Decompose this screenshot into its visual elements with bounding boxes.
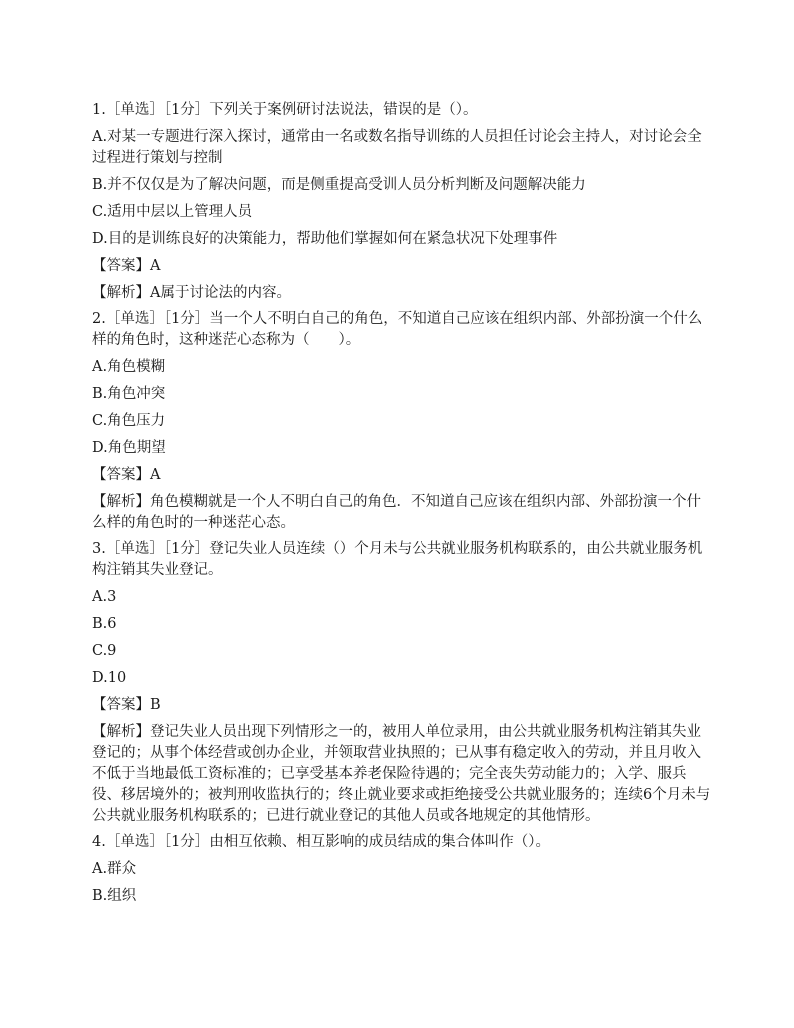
- analysis-text: 角色模糊就是一个人不明白自己的角色．不知道自己应该在组织内部、外部扮演一个什么样的角色时的一种迷茫心态。: [92, 494, 701, 531]
- question-1: [92, 100, 712, 304]
- answer-value: A: [150, 467, 161, 483]
- answer-line: [92, 256, 712, 277]
- option-a: A.3: [92, 589, 117, 605]
- option-d: D.10: [92, 670, 127, 686]
- option-b: B.角色冲突: [92, 386, 166, 402]
- option-a: A.角色模糊: [92, 359, 166, 375]
- analysis-text: A属于讨论法的内容。: [150, 285, 291, 301]
- analysis-label: 【解析】: [92, 494, 150, 510]
- option-c: C.角色压力: [92, 413, 166, 429]
- option-b: B.组织: [92, 888, 137, 904]
- analysis-label: 【解析】: [92, 285, 150, 301]
- question-stem: 2.［单选］［1分］当一个人不明白自己的角色，不知道自己应该在组织内部、外部扮演一个什么样的角色时，这种迷茫心态称为（ ）。: [92, 311, 703, 348]
- answer-line: [92, 695, 712, 716]
- option-a: A.群众: [92, 861, 137, 877]
- analysis-line: [92, 722, 712, 827]
- question-stem: 3.［单选］［1分］登记失业人员连续（）个月未与公共就业服务机构联系的，由公共就业服务机构注销其失业登记。: [92, 541, 703, 578]
- option-b: B.6: [92, 616, 117, 632]
- question-stem: 1.［单选］［1分］下列关于案例研讨法说法，错误的是（）。: [92, 102, 478, 118]
- analysis-label: 【解析】: [92, 724, 150, 740]
- answer-value: A: [150, 258, 161, 274]
- question-2: [92, 309, 712, 534]
- option-d: D.角色期望: [92, 440, 166, 456]
- analysis-line: [92, 492, 712, 534]
- option-c: C.9: [92, 643, 117, 659]
- option-c: C.适用中层以上管理人员: [92, 204, 253, 220]
- option-a: A.对某一专题进行深入探讨，通常由一名或数名指导训练的人员担任讨论会主持人，对讨论会全过程进行策划与控制: [92, 129, 702, 166]
- analysis-text: 登记失业人员出现下列情形之一的，被用人单位录用，由公共就业服务机构注销其失业登记的；从事个体经营或创办企业，并领取营业执照的；已从事有稳定收入的劳动，并且月收入不低于当地最低工资标准的；已享受基本养老保险待遇的；完全丧失劳动能力的；入学、服兵役、移居境外的；被判刑收监执行的；终止就业要求或拒绝接受公共就业服务的；连续6个月未与公共就业服务机构联系的；已进行就业登记的其他人员或各地规定的其他情形。: [92, 724, 711, 824]
- answer-label: 【答案】: [92, 697, 150, 713]
- exam-page: [92, 100, 712, 913]
- option-d: D.目的是训练良好的决策能力，帮助他们掌握如何在紧急状况下处理事件: [92, 231, 558, 247]
- question-3: [92, 539, 712, 827]
- answer-line: [92, 465, 712, 486]
- answer-label: 【答案】: [92, 467, 150, 483]
- question-stem: 4.［单选］［1分］由相互依赖、相互影响的成员结成的集合体叫作（）。: [92, 834, 551, 850]
- answer-value: B: [150, 697, 161, 713]
- question-4: [92, 832, 712, 907]
- option-b: B.并不仅仅是为了解决问题，而是侧重提高受训人员分析判断及问题解决能力: [92, 177, 586, 193]
- analysis-line: [92, 283, 712, 304]
- answer-label: 【答案】: [92, 258, 150, 274]
